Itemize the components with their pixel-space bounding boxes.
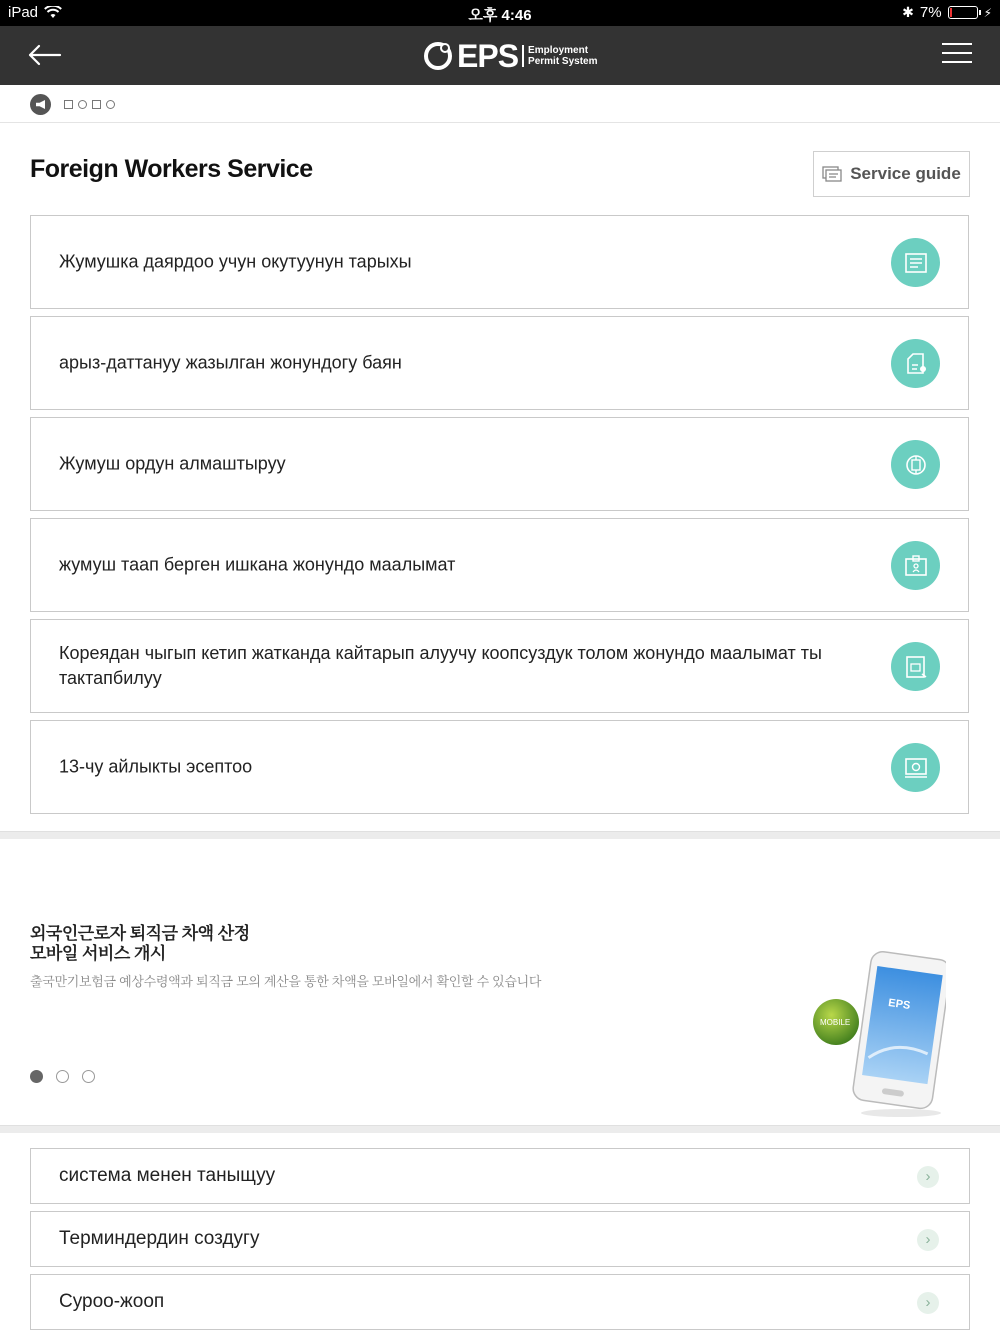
insurance-document-icon xyxy=(891,642,940,691)
eps-logo-mark-icon xyxy=(423,41,453,71)
service-card-13th-salary[interactable] xyxy=(30,720,969,814)
font-size-option-1[interactable] xyxy=(64,100,73,109)
accessibility-toolbar xyxy=(0,85,1000,123)
service-card-label: 13-чу айлыкты эсептоо xyxy=(59,756,253,777)
calculator-screen-icon xyxy=(891,743,940,792)
bluetooth-icon: ✱ xyxy=(902,4,914,20)
service-card-job-change[interactable] xyxy=(30,417,969,511)
back-arrow-icon[interactable] xyxy=(24,40,64,70)
battery-percent: 7% xyxy=(919,4,942,21)
font-size-option-2[interactable] xyxy=(78,100,87,109)
eps-logo[interactable] xyxy=(423,38,598,74)
service-card-label: арыз-даттануу жазылган жонундогу баян xyxy=(59,352,402,373)
link-label: Суроо-жооп xyxy=(59,1291,165,1312)
service-guide-label: Service guide xyxy=(850,164,961,183)
font-size-option-4[interactable] xyxy=(106,100,115,109)
phone-screen-logo: EPS xyxy=(887,996,911,1012)
link-glossary[interactable] xyxy=(30,1211,970,1267)
font-size-option-3[interactable] xyxy=(92,100,101,109)
speaker-icon[interactable] xyxy=(30,94,51,115)
mobile-phone-illustration xyxy=(806,950,946,1120)
banner-pagination xyxy=(30,1070,95,1083)
device-name: iPad xyxy=(8,4,39,21)
font-size-controls xyxy=(64,100,115,109)
chat-bubble-icon xyxy=(822,166,842,182)
chevron-right-icon: › xyxy=(917,1292,939,1314)
document-pen-icon xyxy=(891,339,940,388)
logo-text: EPS xyxy=(457,37,519,74)
status-bar xyxy=(0,0,1000,26)
banner-dot-3[interactable] xyxy=(82,1070,95,1083)
logo-subtitle-line1: Employment xyxy=(528,45,589,56)
banner-dot-2[interactable] xyxy=(56,1070,69,1083)
service-guide-button[interactable] xyxy=(813,151,970,197)
link-label: система менен таныщуу xyxy=(59,1165,276,1186)
exchange-icon xyxy=(891,440,940,489)
page-title: Foreign Workers Service xyxy=(30,155,313,183)
banner-title-line2: 모바일 서비스 개시 xyxy=(30,944,166,963)
link-faq[interactable] xyxy=(30,1274,970,1330)
banner-title-line1: 외국인근로자 퇴직금 차액 산정 xyxy=(30,924,250,943)
charging-icon: ⚡ xyxy=(983,5,992,20)
service-card-label: Жумушка даярдоо учун окутуунун тарыхы xyxy=(59,251,412,272)
status-time: 오후 4:46 xyxy=(468,7,532,24)
service-list xyxy=(30,215,969,821)
info-link-list xyxy=(30,1148,970,1334)
document-list-icon xyxy=(891,238,940,287)
banner-description: 출국만기보험금 예상수령액과 퇴직금 모의 계산을 통한 차액을 모바일에서 확인할 수 있습니다 xyxy=(30,974,542,989)
service-card-departure-insurance[interactable] xyxy=(30,619,969,713)
service-card-employer-info[interactable] xyxy=(30,518,969,612)
battery-icon xyxy=(948,6,978,19)
chevron-right-icon: › xyxy=(917,1166,939,1188)
service-card-label: жумуш таап берген ишкана жонундо маалымат xyxy=(59,554,456,575)
mobile-badge-text: MOBILE xyxy=(820,1018,851,1027)
banner-title[interactable] xyxy=(30,924,250,964)
hamburger-menu-icon[interactable] xyxy=(942,43,972,67)
banner-dot-1[interactable] xyxy=(30,1070,43,1083)
section-divider xyxy=(0,1125,1000,1133)
logo-subtitle xyxy=(522,45,597,67)
service-card-label: Корeядан чыгып кетип жатканда кайтарып алуучу коопсуздук толом жонундо маалымат ты тактапбилуу xyxy=(59,643,822,688)
service-card-label: Жумуш ордун алмаштыруу xyxy=(59,453,286,474)
company-badge-icon xyxy=(891,541,940,590)
service-card-training-history[interactable] xyxy=(30,215,969,309)
link-label: Терминдердин создугу xyxy=(59,1228,260,1249)
top-navbar xyxy=(0,26,1000,85)
chevron-right-icon: › xyxy=(917,1229,939,1251)
service-card-complaint-report[interactable] xyxy=(30,316,969,410)
section-divider xyxy=(0,831,1000,839)
logo-subtitle-line2: Permit System xyxy=(528,56,598,67)
link-system-intro[interactable] xyxy=(30,1148,970,1204)
